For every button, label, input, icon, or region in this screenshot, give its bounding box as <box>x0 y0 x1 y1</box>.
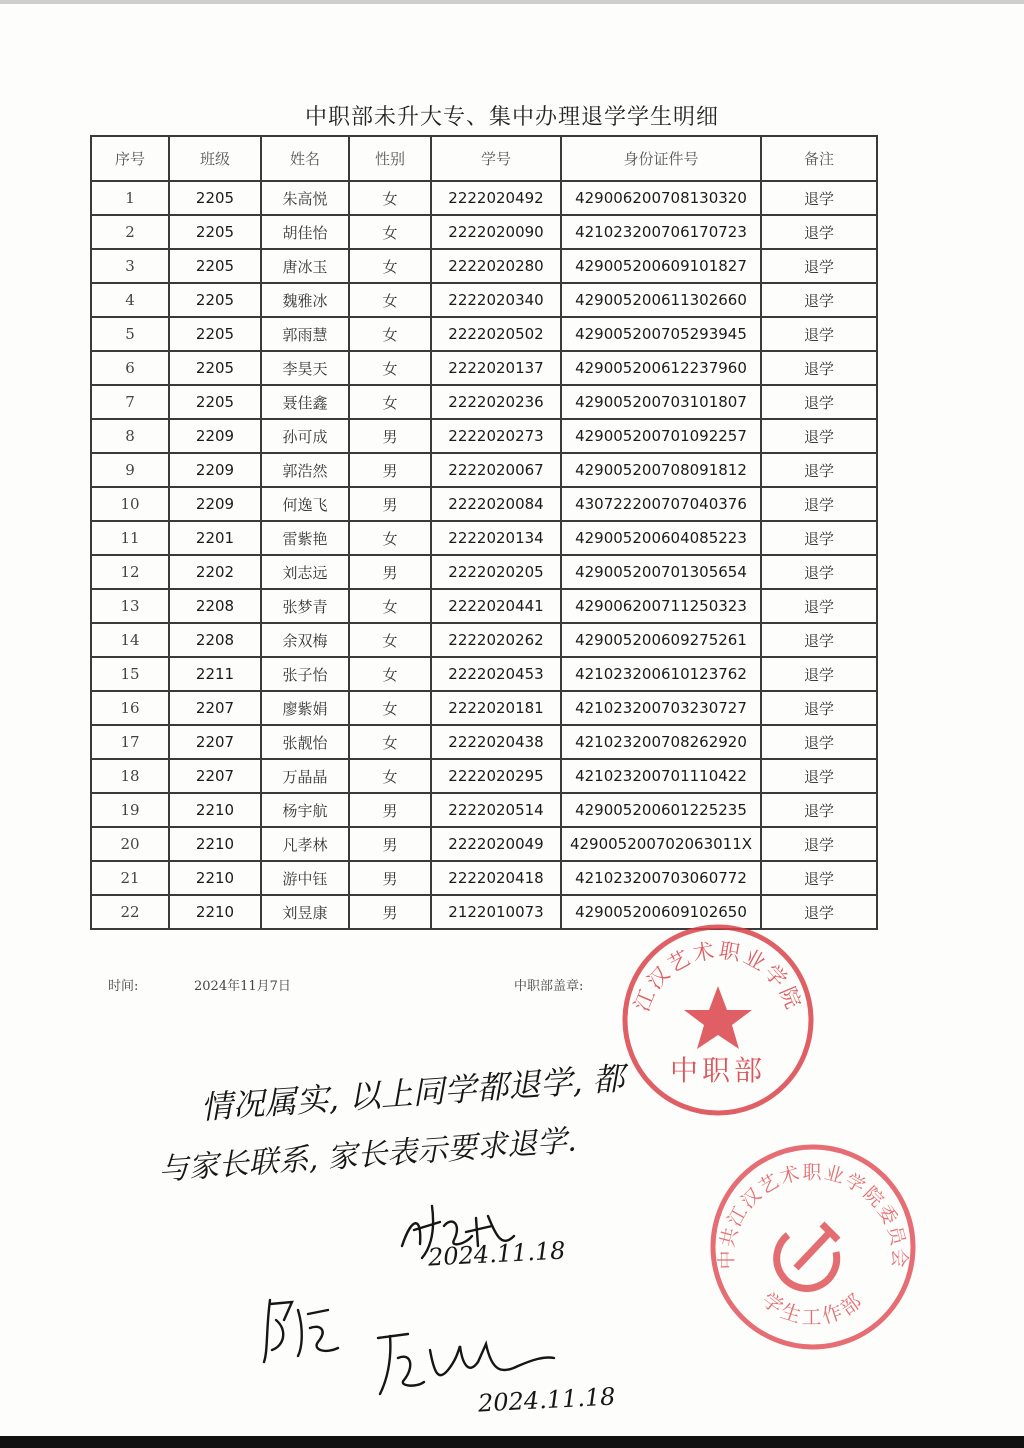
cell-gender: 男 <box>349 861 431 895</box>
cell-class: 2210 <box>169 861 261 895</box>
cell-remark: 退学 <box>761 419 877 453</box>
cell-id-number: 429006200711250323 <box>561 589 761 623</box>
time-label: 时间: <box>108 979 139 994</box>
cell-index: 5 <box>91 317 169 351</box>
cell-id-number: 421023200701110422 <box>561 759 761 793</box>
cell-index: 19 <box>91 793 169 827</box>
cell-name: 凡孝林 <box>261 827 349 861</box>
cell-gender: 男 <box>349 827 431 861</box>
page-bottom-edge <box>0 1436 1024 1448</box>
cell-id-number: 429006200708130320 <box>561 181 761 215</box>
cell-gender: 男 <box>349 453 431 487</box>
cell-index: 2 <box>91 215 169 249</box>
cell-gender: 女 <box>349 385 431 419</box>
cell-remark: 退学 <box>761 521 877 555</box>
table-row <box>91 215 877 249</box>
cell-id-number: 429005200708091812 <box>561 453 761 487</box>
cell-index: 7 <box>91 385 169 419</box>
cell-student-id: 2222020514 <box>431 793 561 827</box>
cell-gender: 男 <box>349 419 431 453</box>
cell-name: 雷紫艳 <box>261 521 349 555</box>
cell-student-id: 2122010073 <box>431 895 561 929</box>
cell-remark: 退学 <box>761 351 877 385</box>
cell-name: 唐冰玉 <box>261 249 349 283</box>
cell-index: 17 <box>91 725 169 759</box>
cell-class: 2207 <box>169 725 261 759</box>
cell-class: 2209 <box>169 419 261 453</box>
cell-student-id: 2222020453 <box>431 657 561 691</box>
cell-gender: 女 <box>349 181 431 215</box>
table-row <box>91 555 877 589</box>
cell-name: 廖紫娟 <box>261 691 349 725</box>
cell-remark: 退学 <box>761 555 877 589</box>
cell-index: 10 <box>91 487 169 521</box>
cell-class: 2201 <box>169 521 261 555</box>
cell-student-id: 2222020280 <box>431 249 561 283</box>
cell-class: 2205 <box>169 283 261 317</box>
cell-student-id: 2222020236 <box>431 385 561 419</box>
table-row <box>91 249 877 283</box>
cell-student-id: 2222020262 <box>431 623 561 657</box>
cell-index: 3 <box>91 249 169 283</box>
cell-id-number: 430722200707040376 <box>561 487 761 521</box>
seal-label: 中职部盖章: <box>514 979 584 994</box>
cell-id-number: 429005200609275261 <box>561 623 761 657</box>
cell-gender: 女 <box>349 759 431 793</box>
cell-remark: 退学 <box>761 827 877 861</box>
cell-index: 15 <box>91 657 169 691</box>
cell-gender: 女 <box>349 589 431 623</box>
cell-remark: 退学 <box>761 317 877 351</box>
cell-remark: 退学 <box>761 623 877 657</box>
document-title: 中职部未升大专、集中办理退学学生明细 <box>304 105 719 130</box>
handwritten-note-line2: 与家长联系, 家长表示要求退学. <box>157 1123 578 1188</box>
cell-gender: 女 <box>349 215 431 249</box>
cell-student-id: 2222020273 <box>431 419 561 453</box>
cell-id-number: 421023200610123762 <box>561 657 761 691</box>
cell-name: 郭雨慧 <box>261 317 349 351</box>
cell-remark: 退学 <box>761 657 877 691</box>
cell-class: 2205 <box>169 351 261 385</box>
cell-name: 朱高悦 <box>261 181 349 215</box>
cell-student-id: 2222020090 <box>431 215 561 249</box>
cell-name: 魏雅冰 <box>261 283 349 317</box>
cell-remark: 退学 <box>761 487 877 521</box>
table-row <box>91 827 877 861</box>
cell-student-id: 2222020340 <box>431 283 561 317</box>
cell-remark: 退学 <box>761 793 877 827</box>
header-gender: 性别 <box>349 136 431 181</box>
table-row <box>91 861 877 895</box>
cell-student-id: 2222020492 <box>431 181 561 215</box>
cell-class: 2205 <box>169 215 261 249</box>
cell-student-id: 2222020067 <box>431 453 561 487</box>
cell-index: 1 <box>91 181 169 215</box>
signature-2 <box>258 1290 348 1370</box>
cell-class: 2202 <box>169 555 261 589</box>
cell-gender: 男 <box>349 895 431 929</box>
student-table <box>90 135 878 930</box>
table-row <box>91 317 877 351</box>
cell-class: 2210 <box>169 793 261 827</box>
table-row <box>91 521 877 555</box>
cell-class: 2210 <box>169 895 261 929</box>
cell-student-id: 2222020137 <box>431 351 561 385</box>
cell-remark: 退学 <box>761 589 877 623</box>
table-row <box>91 283 877 317</box>
cell-remark: 退学 <box>761 453 877 487</box>
header-student-id: 学号 <box>431 136 561 181</box>
svg-text:学生工作部 <box>758 1287 869 1328</box>
cell-remark: 退学 <box>761 385 877 419</box>
header-class: 班级 <box>169 136 261 181</box>
cell-id-number: 429005200612237960 <box>561 351 761 385</box>
department-seal-top-text: 江汉艺术职业学院 <box>629 938 807 1015</box>
cell-gender: 女 <box>349 657 431 691</box>
cell-index: 21 <box>91 861 169 895</box>
cell-id-number: 429005200601225235 <box>561 793 761 827</box>
cell-class: 2209 <box>169 453 261 487</box>
cell-name: 聂佳鑫 <box>261 385 349 419</box>
cell-name: 杨宇航 <box>261 793 349 827</box>
cell-student-id: 2222020049 <box>431 827 561 861</box>
cell-index: 14 <box>91 623 169 657</box>
cell-name: 张子怡 <box>261 657 349 691</box>
cell-name: 刘志远 <box>261 555 349 589</box>
cell-class: 2210 <box>169 827 261 861</box>
cell-gender: 女 <box>349 725 431 759</box>
table-row <box>91 725 877 759</box>
cell-id-number: 429005200705293945 <box>561 317 761 351</box>
cell-index: 16 <box>91 691 169 725</box>
cell-id-number: 429005200609102650 <box>561 895 761 929</box>
department-seal <box>618 920 818 1120</box>
cell-name: 刘昱康 <box>261 895 349 929</box>
cell-student-id: 2222020084 <box>431 487 561 521</box>
table-row <box>91 589 877 623</box>
table-row <box>91 385 877 419</box>
cell-class: 2205 <box>169 249 261 283</box>
star-icon <box>684 986 752 1049</box>
table-row <box>91 487 877 521</box>
department-seal-bottom-text: 中职部 <box>669 1054 767 1087</box>
cell-id-number: 429005200702063011X <box>561 827 761 861</box>
cell-name: 万晶晶 <box>261 759 349 793</box>
table-row <box>91 453 877 487</box>
signature-1-date: 2024.11.18 <box>427 1236 567 1272</box>
signature-3-date: 2024.11.18 <box>477 1382 617 1418</box>
page-top-edge <box>0 0 1024 4</box>
cell-class: 2208 <box>169 623 261 657</box>
cell-index: 18 <box>91 759 169 793</box>
party-seal-bottom-text: 学生工作部 <box>757 1287 869 1329</box>
cell-index: 12 <box>91 555 169 589</box>
table-body <box>91 181 877 929</box>
cell-index: 13 <box>91 589 169 623</box>
cell-gender: 女 <box>349 317 431 351</box>
cell-remark: 退学 <box>761 249 877 283</box>
table-row <box>91 623 877 657</box>
cell-name: 游中钰 <box>261 861 349 895</box>
cell-index: 9 <box>91 453 169 487</box>
cell-gender: 男 <box>349 555 431 589</box>
handwritten-note-line1: 情况属实, 以上同学都退学, 都 <box>199 1059 626 1127</box>
date-text: 2024年11月7日 <box>194 979 291 994</box>
cell-gender: 女 <box>349 623 431 657</box>
cell-index: 22 <box>91 895 169 929</box>
cell-name: 余双梅 <box>261 623 349 657</box>
cell-id-number: 429005200701092257 <box>561 419 761 453</box>
table-row <box>91 351 877 385</box>
cell-gender: 女 <box>349 283 431 317</box>
cell-name: 胡佳怡 <box>261 215 349 249</box>
cell-remark: 退学 <box>761 181 877 215</box>
header-name: 姓名 <box>261 136 349 181</box>
cell-class: 2205 <box>169 181 261 215</box>
cell-name: 张靓怡 <box>261 725 349 759</box>
table-row <box>91 181 877 215</box>
table-row <box>91 793 877 827</box>
cell-remark: 退学 <box>761 725 877 759</box>
table-row <box>91 419 877 453</box>
cell-id-number: 429005200703101807 <box>561 385 761 419</box>
cell-id-number: 429005200604085223 <box>561 521 761 555</box>
cell-student-id: 2222020295 <box>431 759 561 793</box>
cell-gender: 女 <box>349 249 431 283</box>
header-index: 序号 <box>91 136 169 181</box>
hammer-sickle-icon <box>777 1224 838 1288</box>
cell-name: 李昊天 <box>261 351 349 385</box>
cell-class: 2211 <box>169 657 261 691</box>
cell-gender: 男 <box>349 487 431 521</box>
cell-remark: 退学 <box>761 895 877 929</box>
cell-gender: 女 <box>349 691 431 725</box>
cell-name: 孙可成 <box>261 419 349 453</box>
cell-index: 20 <box>91 827 169 861</box>
cell-id-number: 421023200703230727 <box>561 691 761 725</box>
cell-remark: 退学 <box>761 215 877 249</box>
cell-remark: 退学 <box>761 283 877 317</box>
cell-remark: 退学 <box>761 759 877 793</box>
cell-class: 2207 <box>169 759 261 793</box>
header-id-number: 身份证件号 <box>561 136 761 181</box>
cell-student-id: 2222020134 <box>431 521 561 555</box>
table-row <box>91 691 877 725</box>
cell-gender: 女 <box>349 351 431 385</box>
header-remark: 备注 <box>761 136 877 181</box>
cell-gender: 女 <box>349 521 431 555</box>
cell-id-number: 421023200703060772 <box>561 861 761 895</box>
cell-index: 4 <box>91 283 169 317</box>
cell-student-id: 2222020205 <box>431 555 561 589</box>
cell-gender: 男 <box>349 793 431 827</box>
cell-class: 2205 <box>169 385 261 419</box>
cell-name: 郭浩然 <box>261 453 349 487</box>
cell-remark: 退学 <box>761 691 877 725</box>
cell-remark: 退学 <box>761 861 877 895</box>
party-seal-top-text: 中共江汉艺术职业学院委员会 <box>715 1161 911 1270</box>
cell-student-id: 2222020438 <box>431 725 561 759</box>
cell-student-id: 2222020181 <box>431 691 561 725</box>
table-header-row <box>91 136 877 181</box>
cell-class: 2207 <box>169 691 261 725</box>
cell-class: 2205 <box>169 317 261 351</box>
cell-index: 6 <box>91 351 169 385</box>
cell-class: 2208 <box>169 589 261 623</box>
table-row <box>91 759 877 793</box>
party-committee-seal <box>706 1140 920 1354</box>
table-row <box>91 657 877 691</box>
cell-id-number: 429005200609101827 <box>561 249 761 283</box>
cell-class: 2209 <box>169 487 261 521</box>
cell-name: 何逸飞 <box>261 487 349 521</box>
cell-student-id: 2222020502 <box>431 317 561 351</box>
cell-id-number: 429005200701305654 <box>561 555 761 589</box>
cell-student-id: 2222020418 <box>431 861 561 895</box>
cell-id-number: 421023200706170723 <box>561 215 761 249</box>
cell-index: 8 <box>91 419 169 453</box>
cell-id-number: 429005200611302660 <box>561 283 761 317</box>
cell-id-number: 421023200708262920 <box>561 725 761 759</box>
cell-student-id: 2222020441 <box>431 589 561 623</box>
cell-name: 张梦青 <box>261 589 349 623</box>
cell-index: 11 <box>91 521 169 555</box>
